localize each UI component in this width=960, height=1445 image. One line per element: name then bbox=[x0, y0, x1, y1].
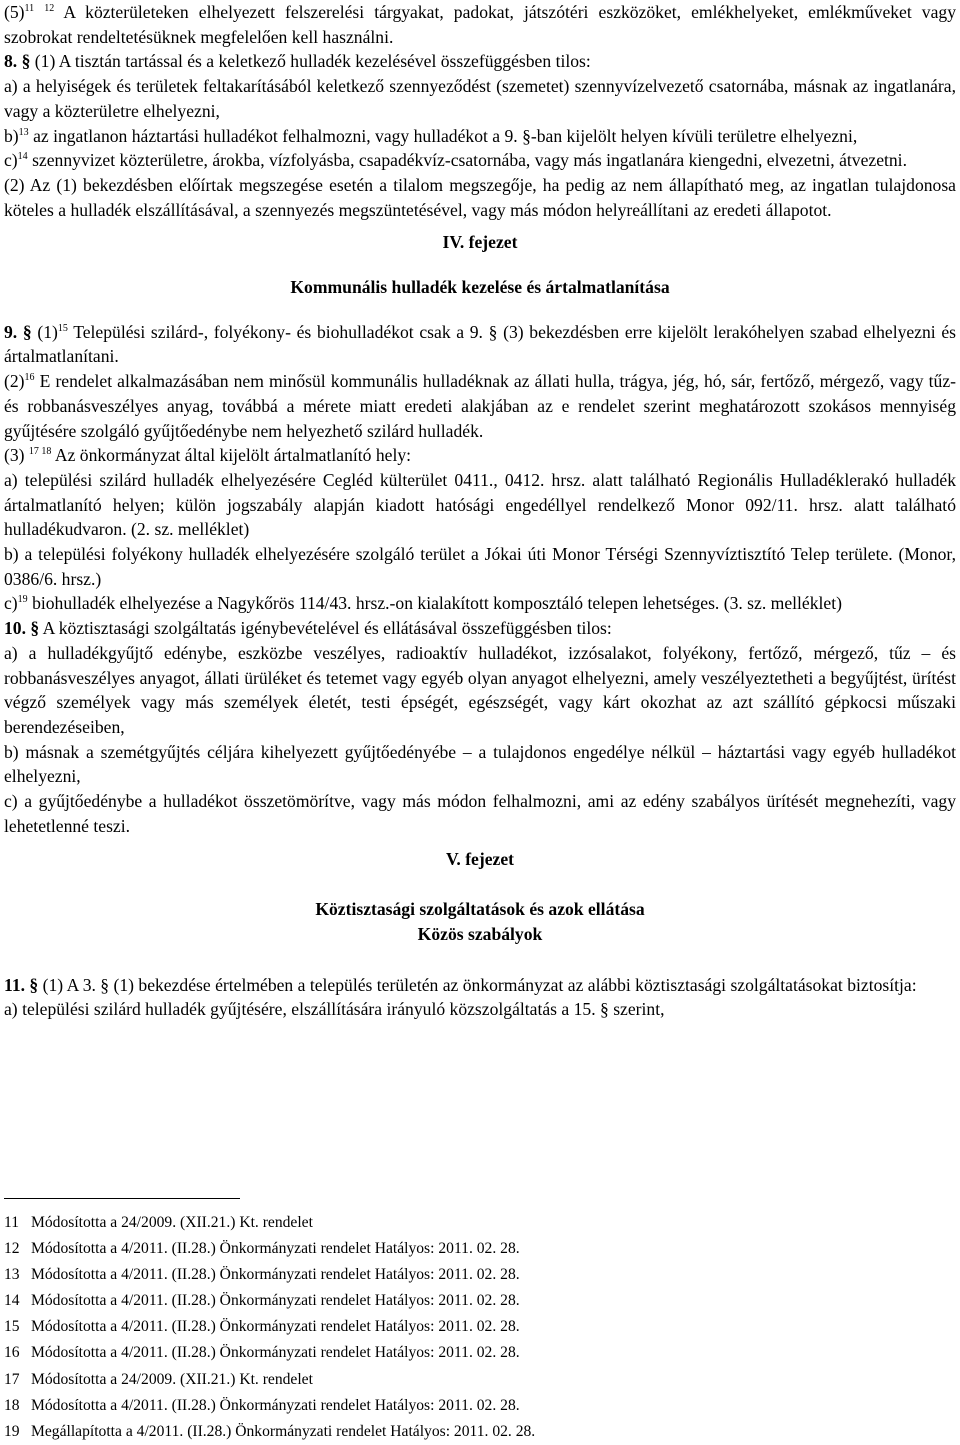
section-8-item-c bbox=[4, 148, 956, 173]
footnote-number: 12 bbox=[4, 1240, 20, 1258]
footnote-ref[interactable]: 16 bbox=[24, 372, 35, 384]
section-9-para-3 bbox=[4, 443, 956, 468]
section-8-para-2: (2) Az (1) bekezdésben előírtak megszegése esetén a tilalom megszegője, ha pedig az nem állapítható meg, az ingatlan tulajdonosa köteles a hulladék elszállításával, a szennyezés megszüntetésével, vagy más módon helyreállítani az eredeti állapotot. bbox=[4, 174, 956, 220]
footnote-separator bbox=[4, 1198, 240, 1199]
footnote-number: 13 bbox=[4, 1266, 20, 1284]
footnote-text: Módosította a 4/2011. (II.28.) Önkormányzati rendelet Hatályos: 2011. 02. 28. bbox=[31, 1240, 520, 1258]
footnotes bbox=[4, 1210, 804, 1445]
footnote-text: Módosította a 4/2011. (II.28.) Önkormányzati rendelet Hatályos: 2011. 02. 28. bbox=[31, 1396, 520, 1414]
footnote bbox=[4, 1419, 804, 1445]
footnote bbox=[4, 1262, 804, 1288]
section-9-item-b: b) a települési folyékony hulladék elhelyezésére szolgáló terület a Jókai úti Monor Térségi Szennyvíztisztító Telep területe. (Monor, 0386/6. hrsz.) bbox=[4, 544, 956, 589]
footnote-text: Módosította a 4/2011. (II.28.) Önkormányzati rendelet Hatályos: 2011. 02. 28. bbox=[31, 1292, 520, 1310]
paragraph-text: A köztisztasági szolgáltatás igénybevételével és ellátásával összefüggésben tilos: bbox=[42, 618, 612, 639]
chapter-5-title: V. fejezet bbox=[445, 848, 515, 869]
footnote bbox=[4, 1367, 804, 1393]
document-body bbox=[4, 0, 956, 1022]
footnote bbox=[4, 1288, 804, 1314]
section-8-item-a: a) a helyiségek és területek feltakarításából keletkező szennyeződést (szemetet) szennyvízelvezető csatornába, másnak az ingatlanára, vagy a közterületre elhelyezni, bbox=[4, 76, 956, 121]
footnote-ref[interactable]: 17 18 bbox=[28, 446, 52, 458]
section-8-item-b bbox=[4, 124, 956, 149]
footnote bbox=[4, 1210, 804, 1236]
footnote-number: 14 bbox=[4, 1292, 20, 1310]
paragraph-text: (1) A tisztán tartással és a keletkező hulladék kezelésével összefüggésben tilos: bbox=[34, 51, 591, 72]
chapter-5-subtitle: Köztisztasági szolgáltatások és azok ellátása bbox=[315, 899, 645, 920]
footnote-text: Módosította a 24/2009. (XII.21.) Kt. rendelet bbox=[31, 1214, 313, 1231]
paragraph-text: A közterületeken elhelyezett felszerelési tárgyakat, padokat, játszótéri eszközöket, emlékhelyeket, emlékműveket vagy szobrokat rendeltetésüknek megfelelően kell használni. bbox=[4, 2, 957, 47]
footnote-text: Módosította a 24/2009. (XII.21.) Kt. rendelet bbox=[31, 1370, 313, 1388]
footnote-number: 18 bbox=[4, 1396, 20, 1414]
paragraph-text: szennyvizet közterületre, árokba, vízfolyásba, csapadékvíz-csatornába, vagy más ingatlanára kiengedni, elvezetni, átvezetni. bbox=[32, 150, 907, 171]
item-label: (1) bbox=[37, 321, 58, 342]
section-8-intro bbox=[4, 49, 956, 74]
paragraph-number: (5) bbox=[4, 2, 25, 22]
paragraph-text: az ingatlanon háztartási hulladékot felhalmozni, vagy hulladékot a 9. §-ban kijelölt helyen kívüli területre elhelyezni, bbox=[33, 125, 858, 146]
paragraph-text: Települési szilárd-, folyékony- és biohulladékot csak a 9. § (3) bekezdésben erre kijelölt lerakóhelyen szabad elhelyezni és ártalmatlanítani. bbox=[4, 321, 957, 367]
section-11-item-a: a) települési szilárd hulladék gyűjtésére, elszállítására irányuló közszolgáltatás a 15. § szerint, bbox=[4, 999, 665, 1020]
footnote-ref[interactable]: 15 bbox=[57, 322, 68, 334]
footnote-ref[interactable]: 11 bbox=[24, 3, 35, 14]
item-label: (2) bbox=[4, 371, 25, 392]
paragraph-5 bbox=[4, 0, 956, 49]
section-number: 9. § bbox=[4, 321, 32, 342]
section-number: 8. § bbox=[4, 51, 31, 72]
chapter-4-subtitle: Kommunális hulladék kezelése és ártalmatlanítása bbox=[290, 277, 670, 298]
item-label: c) bbox=[4, 150, 18, 171]
footnote bbox=[4, 1314, 804, 1340]
section-10-item-c: c) a gyűjtőedénybe a hulladékot összetömörítve, vagy más módon felhalmozni, ami az edény szabályos ürítését megnehezíti, vagy lehetetlenné teszi. bbox=[4, 791, 956, 836]
section-number: 11. § bbox=[4, 974, 39, 995]
footnote-number: 19 bbox=[4, 1422, 20, 1440]
footnote bbox=[4, 1393, 804, 1419]
footnote-ref[interactable]: 19 bbox=[17, 594, 28, 606]
footnote-number: 16 bbox=[4, 1344, 20, 1362]
item-label: c) bbox=[4, 593, 18, 614]
footnote-number: 11 bbox=[4, 1214, 20, 1231]
footnote-ref[interactable]: 14 bbox=[17, 151, 28, 163]
footnote bbox=[4, 1236, 804, 1262]
paragraph-text: biohulladék elhelyezése a Nagykőrös 114/43. hrsz.-on kialakított komposztáló telepen lehetséges. (3. sz. melléklet) bbox=[32, 593, 842, 614]
section-10-item-b: b) másnak a szemétgyűjtés céljára kihelyezett gyűjtőedényébe – a tulajdonos engedélye nélkül – háztartási vagy egyéb hulladékot elhelyezni, bbox=[4, 741, 956, 787]
footnote-text: Módosította a 4/2011. (II.28.) Önkormányzati rendelet Hatályos: 2011. 02. 28. bbox=[31, 1318, 520, 1336]
chapter-4-title: IV. fejezet bbox=[442, 232, 518, 253]
footnote bbox=[4, 1340, 804, 1366]
section-9-item-a: a) települési szilárd hulladék elhelyezésére Cegléd külterület 0411., 0412. hrsz. alatt található Regionális Hulladéklerakó hulladék ártalmatlanító helyen; külön jogszabály alapján kiadott hatósági engedéllyel rendelkező Monor 092/11. hrsz. alatt található hulladékudvaron. (2. sz. melléklet) bbox=[4, 469, 956, 540]
footnote-number: 17 bbox=[4, 1370, 20, 1388]
paragraph-text: E rendelet alkalmazásában nem minősül kommunális hulladéknak az állati hulla, trágya, jég, hó, sár, fertőző, mérgező, vagy tűz- és robbanásveszélyes anyag, továbbá a mérete miatt eredeti alakjában az e rendelet szerint meghatározott szokásos mennyiség gyűjtésére szolgáló gyűjtőedénybe nem helyezhető szilárd hulladék. bbox=[4, 371, 956, 441]
footnote-text: Módosította a 4/2011. (II.28.) Önkormányzati rendelet Hatályos: 2011. 02. 28. bbox=[31, 1266, 520, 1284]
section-10-item-a: a) a hulladékgyűjtő edénybe, eszközbe veszélyes, radioaktív hulladékot, izzósalakot, folyékony, fertőző, mérgező, tűz – és robbanásveszélyes anyagot, állati ürüléket és tetemet vagy egyéb olyan anyagot elhelyezni, amely veszélyeztetheti a begyűjtést, ürítést végző személyek vagy más személyek életét, testi épségét, egészségét, vagy kárt okozhat az azt szállító gépkocsi műszaki berendezéseiben, bbox=[4, 642, 956, 737]
section-number: 10. § bbox=[4, 618, 40, 639]
paragraph-text: (1) A 3. § (1) bekezdése értelmében a település területén az önkormányzat az alábbi köztisztasági szolgáltatásokat biztosítja: bbox=[42, 974, 917, 995]
section-9-para-1 bbox=[4, 320, 956, 369]
paragraph-text: Az önkormányzat által kijelölt ártalmatlanító hely: bbox=[54, 445, 412, 466]
footnote-text: Módosította a 4/2011. (II.28.) Önkormányzati rendelet Hatályos: 2011. 02. 28. bbox=[31, 1344, 520, 1362]
footnote-number: 15 bbox=[4, 1318, 20, 1336]
item-label: (3) bbox=[4, 445, 25, 466]
chapter-5-subheading: Közös szabályok bbox=[417, 923, 543, 944]
footnote-ref[interactable]: 13 bbox=[18, 126, 29, 138]
item-label: b) bbox=[4, 125, 19, 146]
section-10-intro bbox=[4, 616, 956, 641]
section-9-para-2 bbox=[4, 369, 956, 443]
footnote-text: Megállapította a 4/2011. (II.28.) Önkormányzati rendelet Hatályos: 2011. 02. 28. bbox=[31, 1422, 536, 1440]
footnote-ref[interactable]: 12 bbox=[44, 3, 55, 14]
section-9-item-c bbox=[4, 591, 956, 616]
section-11-para-1 bbox=[4, 973, 956, 998]
